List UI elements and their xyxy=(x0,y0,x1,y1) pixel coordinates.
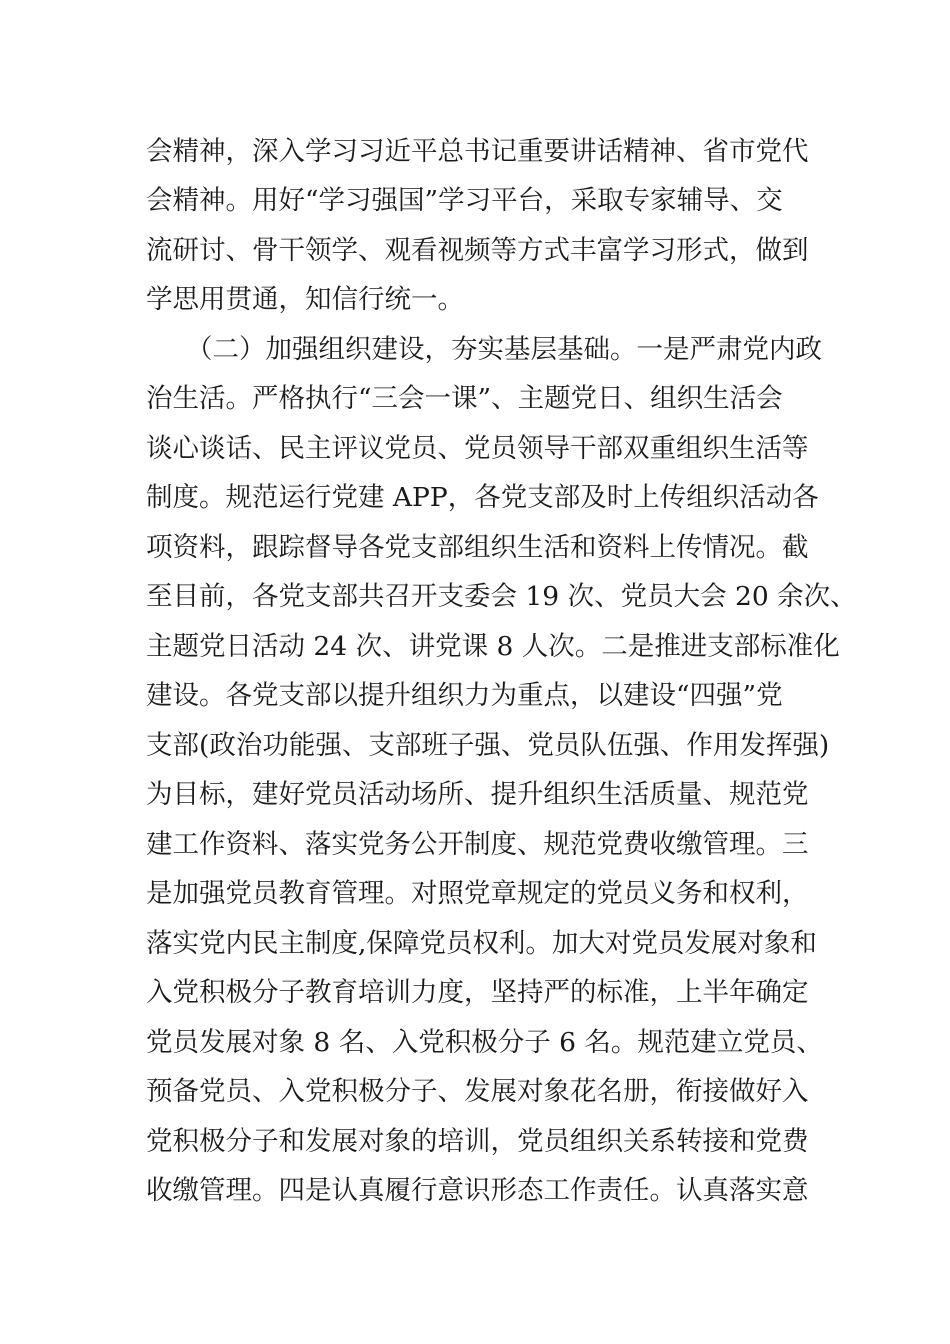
text-line: 项资料，跟踪督导各党支部组织生活和资料上传情况。截 xyxy=(146,532,809,563)
text-line: 学思用贯通，知信行统一。 xyxy=(146,284,464,315)
text-line: 落实党内民主制度,保障党员权利。加大对党员发展对象和 xyxy=(146,928,817,959)
text-line: 至目前，各党支部共召开支委会 19 次、党员大会 20 余次、 xyxy=(146,581,857,612)
text-line: 收缴管理。四是认真履行意识形态工作责任。认真落实意 xyxy=(146,1175,809,1206)
text-line: 建设。各党支部以提升组织力为重点，以建设“四强”党 xyxy=(146,680,783,711)
text-line: 党积极分子和发展对象的培训，党员组织关系转接和党费 xyxy=(146,1126,809,1157)
text-line: 预备党员、入党积极分子、发展对象花名册，衔接做好入 xyxy=(146,1076,809,1107)
text-line: 谈心谈话、民主评议党员、党员领导干部双重组织生活等 xyxy=(146,433,809,464)
text-line: 是加强党员教育管理。对照党章规定的党员义务和权利， xyxy=(146,878,809,909)
text-line: 治生活。严格执行“三会一课”、主题党日、组织生活会 xyxy=(146,383,783,414)
text-line: 为目标，建好党员活动场所、提升组织生活质量、规范党 xyxy=(146,779,809,810)
text-line: 会精神，深入学习习近平总书记重要讲话精神、省市党代 xyxy=(146,136,809,167)
paragraph-start-line: （二）加强组织建设，夯实基层基础。一是严肃党内政 xyxy=(186,334,822,365)
text-line: 支部(政治功能强、支部班子强、党员队伍强、作用发挥强) xyxy=(146,730,830,761)
text-line: 主题党日活动 24 次、讲党课 8 人次。二是推进支部标准化 xyxy=(146,631,840,662)
text-line: 建工作资料、落实党务公开制度、规范党费收缴管理。三 xyxy=(146,829,809,860)
text-line: 入党积极分子教育培训力度，坚持严的标准，上半年确定 xyxy=(146,977,809,1008)
text-line: 制度。规范运行党建 APP，各党支部及时上传组织活动各 xyxy=(146,482,819,513)
text-line: 会精神。用好“学习强国”学习平台，采取专家辅导、交 xyxy=(146,185,783,216)
text-line: 党员发展对象 8 名、入党积极分子 6 名。规范建立党员、 xyxy=(146,1027,823,1058)
text-line: 流研讨、骨干领学、观看视频等方式丰富学习形式，做到 xyxy=(146,235,809,266)
